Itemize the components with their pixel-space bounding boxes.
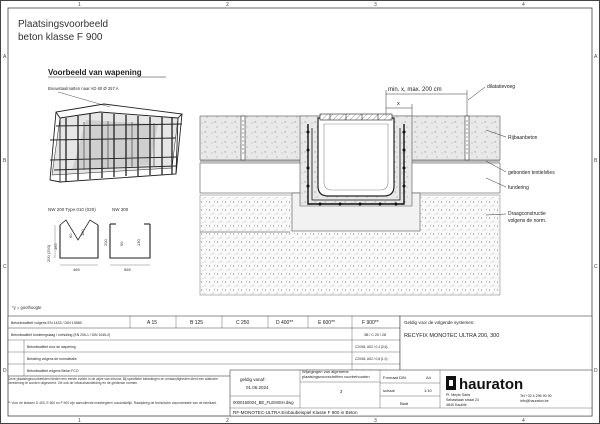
height-note: *y = goothoogte bbox=[12, 305, 42, 310]
border-letter: D bbox=[594, 368, 598, 374]
profile-left-width: 465 bbox=[73, 267, 80, 272]
border-number: 1 bbox=[78, 2, 81, 8]
border-number: 1 bbox=[78, 418, 81, 424]
label-foundation: fundering bbox=[508, 185, 529, 191]
border-number: 3 bbox=[374, 418, 377, 424]
reinforcement-heading: Voorbeeld van wapening bbox=[48, 68, 142, 77]
profile-left-height-1: 200 (250) bbox=[46, 244, 51, 262]
page-title-line2: beton klasse F 900 bbox=[18, 32, 103, 43]
system-name: RECYFIX MONOTEC ULTRA 200, 300 bbox=[404, 333, 500, 339]
table-code-cell: C20/45, AS2 / 0,8 (1,0) bbox=[355, 357, 388, 361]
profile-left-dim-2: 100 bbox=[80, 229, 85, 236]
brand-name: hauraton bbox=[459, 376, 524, 393]
drawing-number: 0000150004_BE_FLEMISH.dwg bbox=[233, 400, 294, 405]
border-letter: A bbox=[594, 54, 598, 60]
table-row-label: Betonkwaliteit volgens Beton FCO bbox=[27, 369, 79, 373]
address-line: Sebastiaan straat 24 bbox=[446, 398, 479, 402]
table-ref-cell: 3B / C 20 / 28 bbox=[364, 333, 386, 337]
border-number: 4 bbox=[522, 2, 525, 8]
border-number: 4 bbox=[522, 418, 525, 424]
page-title-line1: Plaatsingsvoorbeeld bbox=[18, 19, 109, 30]
table-code-cell: C20/45, AS2 / 0,4 (0,6) bbox=[355, 345, 388, 349]
border-letter: B bbox=[594, 158, 598, 164]
label-road-concrete: Rijbaanbeton bbox=[508, 135, 538, 141]
table-class-cell: F 900** bbox=[362, 320, 379, 326]
table-footnote-2: ** Voor de klassen D 400, E 600 en F 900 zijn aanvullende maatregelen noodzakelijk. Raadpleeg de technische documentatie van de fabrikant. bbox=[8, 401, 217, 405]
sheet-value: 3 bbox=[340, 389, 343, 394]
label-structure-norm: volgens de norm. bbox=[508, 218, 547, 224]
table-row-label: Betonkwaliteit funderingslaag / omhulling (EN 206-1 / DIN 1045-2) bbox=[11, 333, 111, 337]
table-row-label: Betonkwaliteit voor de wapening bbox=[27, 345, 76, 349]
border-letter: C bbox=[3, 264, 7, 270]
scale-value: 1:10 bbox=[424, 388, 432, 393]
valid-date: 01.06.2024 bbox=[246, 385, 269, 390]
label-textile: gebonden textielvlies bbox=[508, 170, 555, 176]
table-class-cell: D 400** bbox=[276, 320, 294, 326]
address-line: 4840 Kaulille bbox=[446, 403, 467, 407]
revision-value: Blatt bbox=[400, 401, 409, 406]
border-number: 2 bbox=[226, 418, 229, 424]
profile-right-dim-2: 130 bbox=[136, 239, 141, 246]
system-header: Geldig voor de volgende systemen: bbox=[404, 320, 475, 325]
table-class-cell: A 15 bbox=[147, 320, 158, 326]
footer-title: RF-MONOTEC-ULTRA Einbaubeispiel Klasse F 900 in Beton bbox=[233, 410, 358, 415]
format-label: Formaat DIN bbox=[383, 375, 406, 380]
border-number: 2 bbox=[226, 2, 229, 8]
mesh-label: Bouwstaalmatten naar AD 60 Ø 257 A bbox=[48, 86, 119, 91]
table-class-cell: E 600** bbox=[318, 320, 335, 326]
address-line: Pl. Meyts Sarts bbox=[446, 393, 471, 397]
border-letter: B bbox=[3, 158, 7, 164]
scale-label: schaal bbox=[383, 388, 395, 393]
email: info@hauraton.be bbox=[520, 399, 549, 403]
border-letter: A bbox=[3, 54, 7, 60]
profile-left-label: NW 200 Type 010 (020) bbox=[48, 207, 96, 212]
change-note: Wijzigingen van algemene plaatsingsvoorschriften voorbehouden bbox=[302, 370, 370, 379]
label-structure: Draagconstructie bbox=[508, 211, 546, 217]
border-number: 3 bbox=[374, 2, 377, 8]
phone: Tel +32 4 296 90 90 bbox=[520, 394, 552, 398]
table-footnote: Deze plaatsingsvoorbeelden bieden een eerste inzicht in de wijze van inbouw. Bij specifieke belastingen en omstandigheden dient een statische berekening te worden uitgevoerd. Zie ook de inbouwhandleiding en de geldende normen. bbox=[8, 377, 219, 386]
channel-grating bbox=[320, 114, 392, 120]
table-class-cell: C 250 bbox=[236, 320, 250, 326]
profile-right-height: 200 bbox=[103, 239, 108, 246]
profile-right-width: 565 bbox=[124, 267, 131, 272]
border-letter: C bbox=[594, 264, 598, 270]
profile-right-dim-1: 90 bbox=[119, 241, 124, 246]
profile-left-dim-1: 60 bbox=[68, 233, 73, 238]
table-row-label: Betonkwaliteit volgens EN 1433 / DIN 19580 bbox=[11, 321, 82, 325]
profile-left-height-2: 165 bbox=[53, 243, 58, 250]
table-row-label: Bekisting volgens de normdetails bbox=[27, 357, 77, 361]
dimension-x: x bbox=[397, 101, 400, 107]
valid-label: geldig vanaf: bbox=[240, 377, 266, 382]
format-value: A4 bbox=[426, 375, 431, 380]
table-class-cell: B 125 bbox=[190, 320, 204, 326]
label-dilatation: dilatatievoeg bbox=[487, 84, 516, 90]
border-letter: D bbox=[3, 368, 7, 374]
channel-body bbox=[318, 118, 394, 196]
profile-right-label: NW 300 bbox=[112, 207, 129, 212]
dimension-top: min. x, max. 200 cm bbox=[388, 87, 442, 93]
